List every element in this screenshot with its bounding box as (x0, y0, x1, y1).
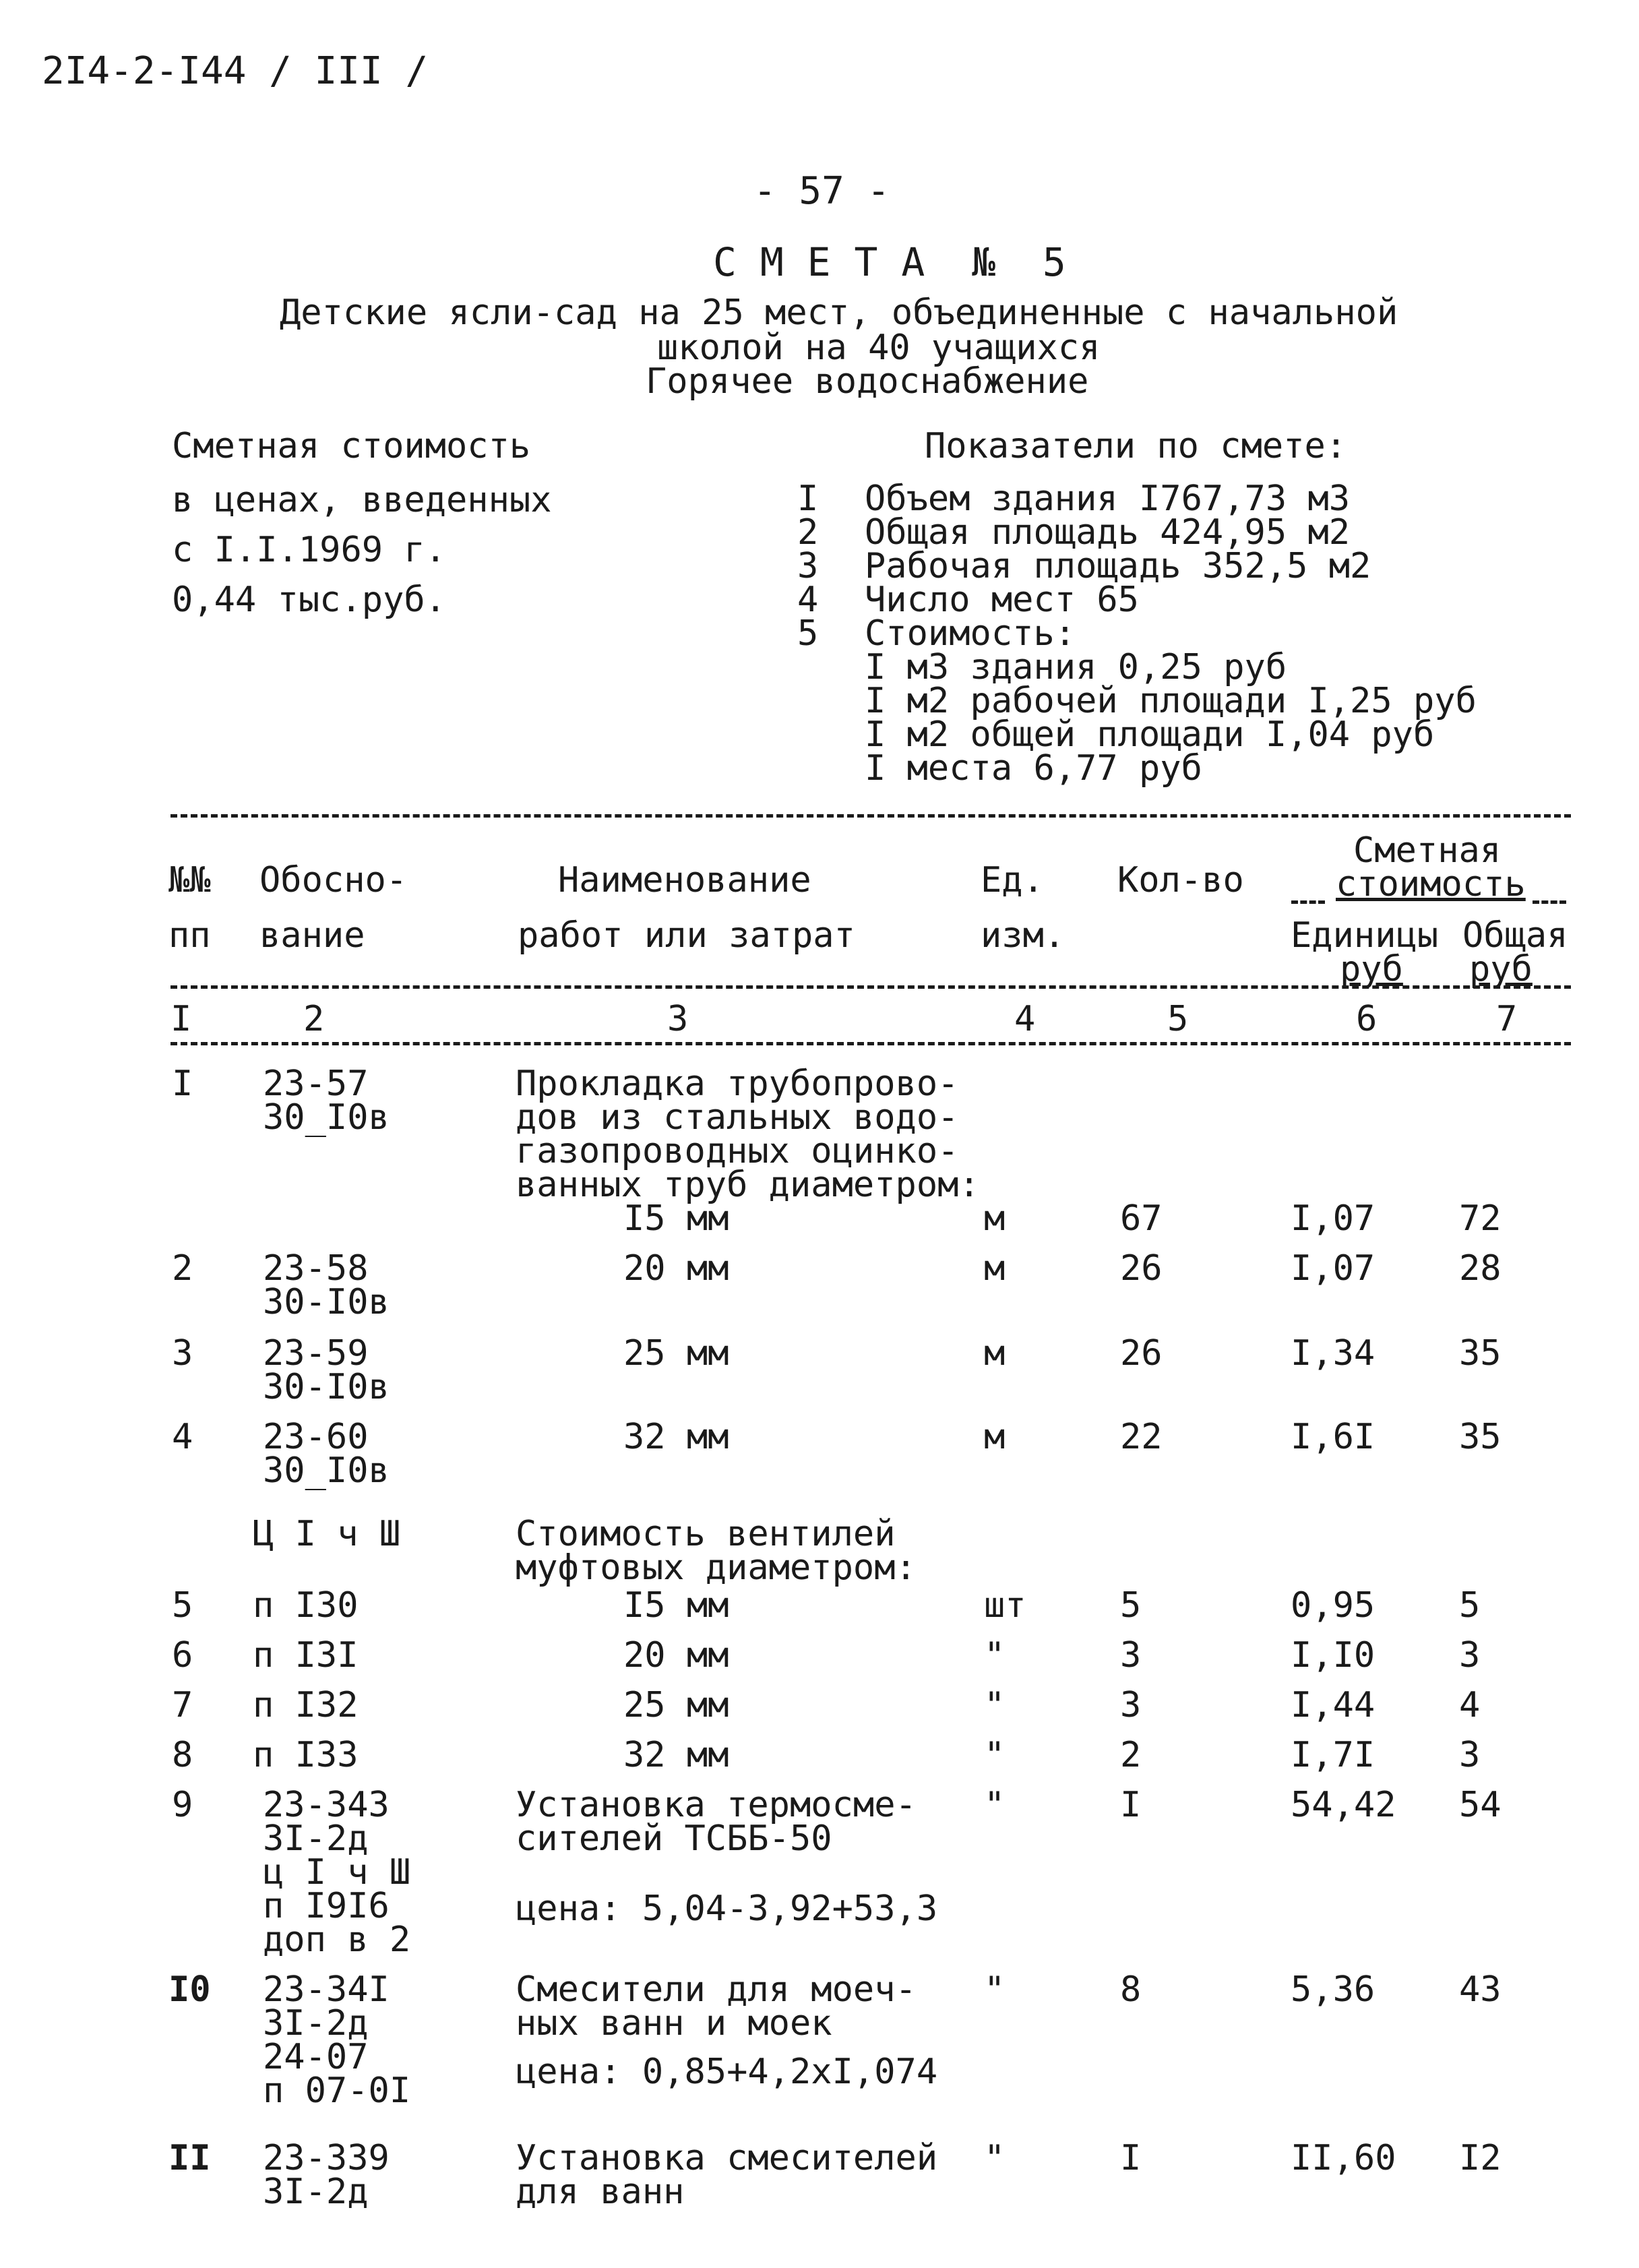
row-3-total: 35 (1459, 1333, 1502, 1374)
row-10-name-1: Смесители для моеч- (516, 1969, 917, 2010)
row-4-basis-2: 30_I0в (263, 1450, 390, 1491)
row-7-unit: " (984, 1685, 1006, 1725)
row-7-qty: 3 (1120, 1685, 1142, 1725)
row-2-basis-1: 23-58 (263, 1248, 369, 1289)
header-total-cost-line-2: руб (1469, 949, 1533, 989)
valves-name-2: муфтовых диаметром: (516, 1547, 917, 1588)
row-8-name: 32 мм (623, 1735, 729, 1775)
row-10-qty: 8 (1120, 1969, 1142, 2010)
row-9-unit-cost: 54,42 (1291, 1785, 1396, 1825)
indicator-text-3: Рабочая площадь 352,5 м2 (865, 546, 1371, 586)
row-8-unit-cost: I,7I (1291, 1735, 1375, 1775)
row-9-num: 9 (172, 1785, 193, 1825)
row-10-num: I0 (168, 1969, 211, 2010)
header-bottom-rule (171, 985, 1571, 989)
header-basis-line-1: Обосно- (259, 860, 408, 900)
row-9-basis-3: ц I ч Ш (263, 1852, 411, 1893)
indicator-text-1: Объем здания I767,73 м3 (865, 479, 1351, 519)
estimated-cost-label: Сметная стоимость (172, 426, 531, 466)
column-number-1: I (171, 999, 192, 1039)
row-9-price-formula: цена: 5,04-3,92+53,3 (516, 1889, 938, 1929)
row-11-num: II (168, 2138, 211, 2178)
row-7-total: 4 (1459, 1685, 1481, 1725)
row-3-basis-1: 23-59 (263, 1333, 369, 1374)
row-11-basis-2: 3I-2д (263, 2172, 369, 2212)
row-11-qty: I (1120, 2138, 1142, 2178)
indicators-heading: Показатели по смете: (925, 426, 1347, 466)
row-3-unit-cost: I,34 (1291, 1333, 1375, 1374)
row-9-basis-2: 3I-2д (263, 1818, 369, 1859)
row-10-basis-4: п 07-0I (263, 2071, 411, 2111)
header-unit-line-2: изм. (981, 915, 1065, 956)
row-3-name-1: 25 мм (623, 1333, 729, 1374)
row-6-name: 20 мм (623, 1635, 729, 1676)
header-total-cost-line-1: Общая (1462, 915, 1568, 956)
document-code: 2I4-2-I44 / III / (42, 49, 429, 93)
indicator-text-4: Число мест 65 (865, 580, 1139, 620)
row-10-basis-1: 23-34I (263, 1969, 390, 2010)
row-6-unit-cost: I,I0 (1291, 1635, 1375, 1676)
header-basis-line-2: вание (259, 915, 365, 956)
header-qty: Кол-во (1117, 860, 1244, 900)
row-7-num: 7 (172, 1685, 193, 1725)
row-7-unit-cost: I,44 (1291, 1685, 1375, 1725)
header-name-line-2: работ или затрат (518, 915, 855, 956)
row-10-basis-3: 24-07 (263, 2037, 369, 2077)
row-8-total: 3 (1459, 1735, 1481, 1775)
row-9-basis-5: доп в 2 (263, 1920, 411, 1960)
column-number-6: 6 (1356, 999, 1378, 1039)
prices-introduced-label: в ценах, введенных (172, 480, 552, 520)
indicator-num-2: 2 (797, 512, 819, 553)
row-3-num: 3 (172, 1333, 193, 1374)
indicator-num-3: 3 (797, 546, 819, 586)
price-date: с I.I.1969 г. (172, 530, 446, 570)
estimated-cost-value: 0,44 тыс.руб. (172, 580, 446, 620)
row-1-basis-2: 30_I0в (263, 1097, 390, 1138)
row-2-total: 28 (1459, 1248, 1502, 1289)
row-1-total: 72 (1459, 1198, 1502, 1239)
row-5-name: I5 мм (623, 1585, 729, 1626)
document-title: С М Е Т А № 5 (713, 239, 1066, 285)
row-4-unit-cost: I,6I (1291, 1417, 1375, 1457)
row-11-basis-1: 23-339 (263, 2138, 390, 2178)
row-5-qty: 5 (1120, 1585, 1142, 1626)
row-6-qty: 3 (1120, 1635, 1142, 1676)
row-2-name-1: 20 мм (623, 1248, 729, 1289)
header-name-line-1: Наименование (558, 860, 811, 900)
column-number-7: 7 (1496, 999, 1518, 1039)
row-7-name: 25 мм (623, 1685, 729, 1725)
row-11-total: I2 (1459, 2138, 1502, 2178)
subtitle-line-3: Горячее водоснабжение (646, 361, 1089, 402)
page-number: - 57 - (753, 169, 890, 213)
row-9-basis-4: п I9I6 (263, 1886, 390, 1926)
table-top-rule (171, 814, 1571, 818)
valves-basis: Ц I ч Ш (253, 1514, 401, 1554)
row-5-unit-cost: 0,95 (1291, 1585, 1375, 1626)
cost-per-m3: I м3 здания 0,25 руб (865, 647, 1287, 687)
row-1-name-2: дов из стальных водо- (516, 1097, 959, 1138)
indicator-text-2: Общая площадь 424,95 м2 (865, 512, 1351, 553)
row-8-qty: 2 (1120, 1735, 1142, 1775)
row-1-num: I (172, 1064, 193, 1104)
row-10-total: 43 (1459, 1969, 1502, 2010)
row-5-basis: п I30 (253, 1585, 359, 1626)
row-11-unit: " (984, 2138, 1006, 2178)
row-3-unit: м (984, 1333, 1006, 1374)
row-6-total: 3 (1459, 1635, 1481, 1676)
row-4-unit: м (984, 1417, 1006, 1457)
header-cost-line-2: стоимость (1336, 864, 1526, 905)
row-9-total: 54 (1459, 1785, 1502, 1825)
row-11-unit-cost: II,60 (1291, 2138, 1396, 2178)
column-number-5: 5 (1167, 999, 1189, 1039)
indicator-num-5: 5 (797, 613, 819, 654)
row-4-basis-1: 23-60 (263, 1417, 369, 1457)
cost-per-place: I места 6,77 руб (865, 748, 1202, 789)
cost-per-work-area: I м2 рабочей площади I,25 руб (865, 681, 1477, 721)
row-2-num: 2 (172, 1248, 193, 1289)
row-6-basis: п I3I (253, 1635, 359, 1676)
header-cost-line-1: Сметная (1353, 830, 1502, 871)
row-2-basis-2: 30-I0в (263, 1282, 390, 1322)
header-unit-cost-line-2: руб (1340, 949, 1403, 989)
row-10-name-2: ных ванн и моек (516, 2003, 832, 2044)
row-1-name-3: газопроводных оцинко- (516, 1131, 959, 1171)
indicator-text-5: Стоимость: (865, 613, 1076, 654)
row-9-unit: " (984, 1785, 1006, 1825)
row-1-name-4: ванных труб диаметром: (516, 1165, 980, 1205)
row-10-price-formula: цена: 0,85+4,2xI,074 (516, 2052, 938, 2092)
row-10-basis-2: 3I-2д (263, 2003, 369, 2044)
header-cost-rule-left (1291, 900, 1325, 904)
header-num-line-2: пп (168, 915, 211, 956)
row-2-unit: м (984, 1248, 1006, 1289)
row-4-num: 4 (172, 1417, 193, 1457)
row-1-basis-1: 23-57 (263, 1064, 369, 1104)
column-number-3: 3 (667, 999, 689, 1039)
row-1-name-5: I5 мм (623, 1198, 729, 1239)
row-6-num: 6 (172, 1635, 193, 1676)
row-9-name-2: сителей ТСББ-50 (516, 1818, 832, 1859)
row-4-qty: 22 (1120, 1417, 1163, 1457)
column-number-2: 2 (303, 999, 325, 1039)
row-9-basis-1: 23-343 (263, 1785, 390, 1825)
row-10-unit-cost: 5,36 (1291, 1969, 1375, 2010)
row-3-basis-2: 30-I0в (263, 1367, 390, 1407)
subtitle-line-1: Детские ясли-сад на 25 мест, объединенные с начальной (280, 293, 1398, 333)
row-1-unit: м (984, 1198, 1006, 1239)
row-5-unit: шт (984, 1585, 1026, 1626)
row-8-num: 8 (172, 1735, 193, 1775)
subtitle-line-2: школой на 40 учащихся (657, 328, 1101, 368)
row-9-name-1: Установка термосме- (516, 1785, 917, 1825)
row-9-qty: I (1120, 1785, 1142, 1825)
row-1-name-1: Прокладка трубопрово- (516, 1064, 959, 1104)
row-8-unit: " (984, 1735, 1006, 1775)
row-1-qty: 67 (1120, 1198, 1163, 1239)
row-1-unit-cost: I,07 (1291, 1198, 1375, 1239)
indicator-num-4: 4 (797, 580, 819, 620)
row-8-basis: п I33 (253, 1735, 359, 1775)
valves-name-1: Стоимость вентилей (516, 1514, 896, 1554)
row-6-unit: " (984, 1635, 1006, 1676)
column-number-4: 4 (1014, 999, 1036, 1039)
row-4-name-1: 32 мм (623, 1417, 729, 1457)
cost-per-total-area: I м2 общей площади I,04 руб (865, 714, 1435, 755)
row-11-name-2: для ванн (516, 2172, 685, 2212)
row-3-qty: 26 (1120, 1333, 1163, 1374)
row-4-total: 35 (1459, 1417, 1502, 1457)
row-2-qty: 26 (1120, 1248, 1163, 1289)
row-5-total: 5 (1459, 1585, 1481, 1626)
row-5-num: 5 (172, 1585, 193, 1626)
row-2-unit-cost: I,07 (1291, 1248, 1375, 1289)
header-unit-cost-line-1: Единицы (1291, 915, 1439, 956)
header-cost-rule-right (1533, 900, 1566, 904)
header-num-line-1: №№ (168, 860, 211, 900)
row-10-unit: " (984, 1969, 1006, 2010)
row-11-name-1: Установка смесителей (516, 2138, 938, 2178)
column-number-rule (171, 1042, 1571, 1045)
header-unit-line-1: Ед. (981, 860, 1044, 900)
indicator-num-1: I (797, 479, 819, 519)
row-7-basis: п I32 (253, 1685, 359, 1725)
